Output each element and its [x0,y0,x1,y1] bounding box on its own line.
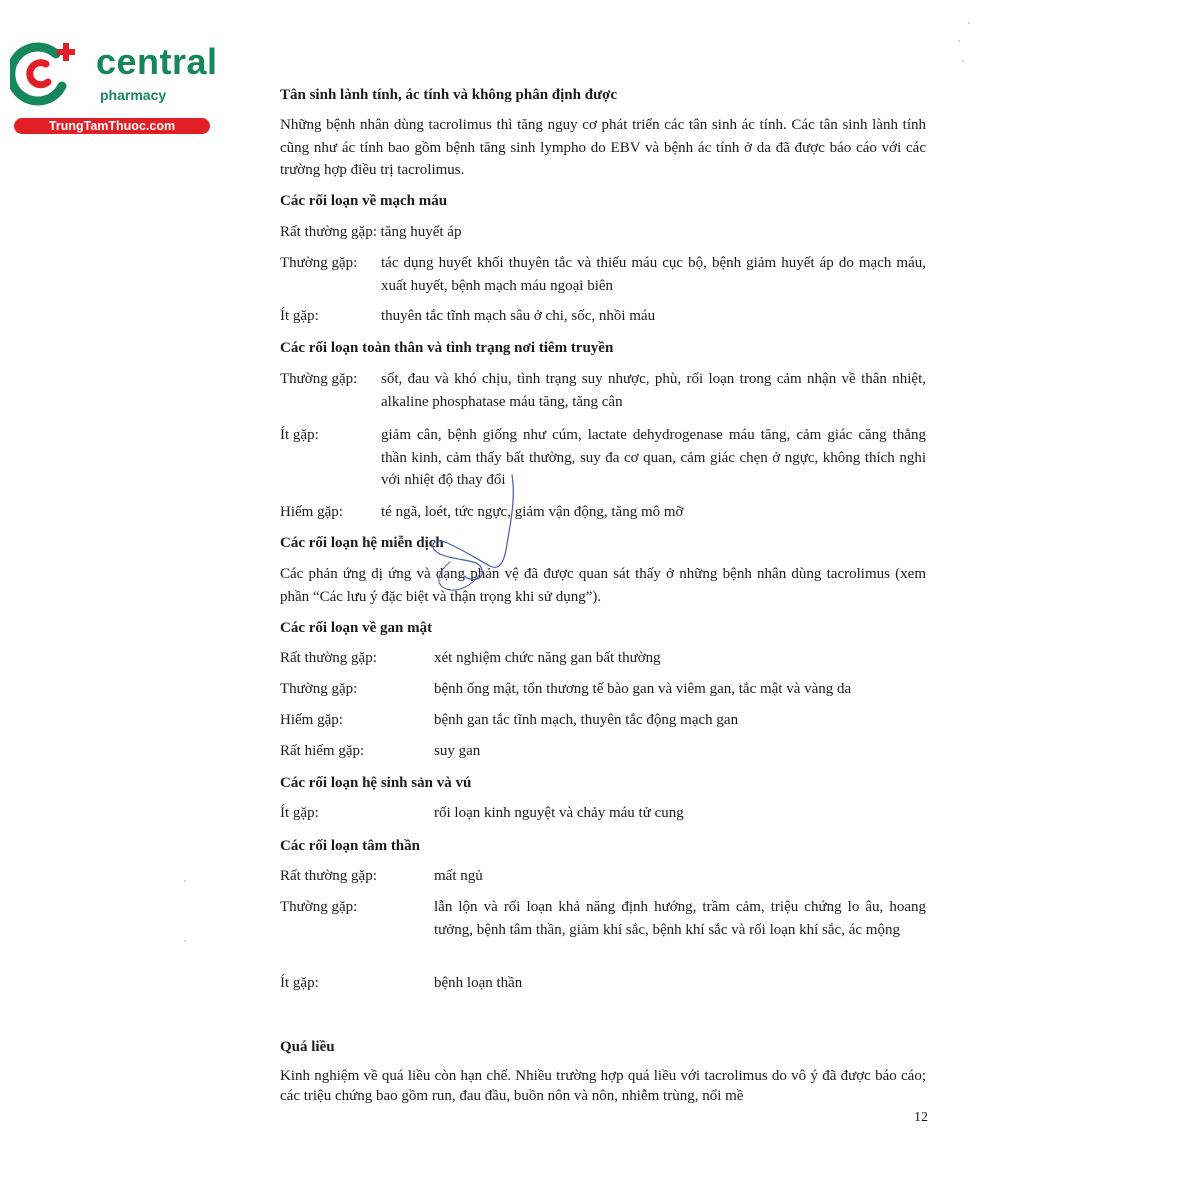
frequency-value: tác dụng huyết khối thuyên tắc và thiếu máu cục bộ, bệnh giảm huyết áp do mạch máu, xuất huyết, bệnh mạch máu ngoại biên [381,255,926,294]
logo-tagline: pharmacy [100,87,167,103]
frequency-label: Thường gặp: [280,899,358,915]
section-heading-overdose: Quá liều [280,1039,335,1055]
handwritten-signature [420,470,530,630]
neoplasms-paragraph: Những bệnh nhân dùng tacrolimus thì tăng nguy cơ phát triển các tân sinh ác tính. Các tân sinh lành tính cũng như ác tính bao gồm bệnh tăng sinh lympho do EBV và bệnh ác tính ở da đã được báo cáo với các trường hợp điều trị tacrolimus. [280,117,926,178]
overdose-paragraph: Kinh nghiệm về quá liều còn hạn chế. Nhiều trường hợp quá liều với tacrolimus do vô ý đã được báo cáo; các triệu chứng bao gồm run, đau đầu, buồn nôn và nôn, nhiễm trùng, nổi mề [280,1068,926,1104]
frequency-label: Ít gặp: [280,427,319,443]
frequency-label: Ít gặp: [280,975,319,991]
frequency-label: Rất hiếm gặp: [280,743,365,759]
scan-mark [184,940,186,942]
frequency-value: giảm cân, bệnh giống như cúm, lactate dehydrogenase máu tăng, cảm giác căng thẳng thần kinh, cảm thấy bất thường, suy đa cơ quan, cảm giác chẹn ở ngực, không thích nghi với nhiệt độ thay đổi [381,427,926,488]
frequency-value: lẫn lộn và rối loạn khả năng định hướng, trầm cảm, triệu chứng lo âu, hoang tưởng, bệnh tâm thần, giảm khí sắc, bệnh khí sắc và rối loạn khí sắc, ác mộng [434,899,926,938]
frequency-label: Ít gặp: [280,805,319,821]
brand-logo [10,38,220,138]
frequency-value: té ngã, loét, tức ngực, giảm vận động, tăng mô mỡ [381,504,684,520]
section-heading-neoplasms: Tân sinh lành tính, ác tính và không phân định được [280,87,618,103]
frequency-label: Thường gặp: [280,681,358,697]
general-rare-row [280,501,926,524]
section-heading-psychiatric: Các rối loạn tâm thần [280,838,420,854]
vascular-common-row [280,252,926,297]
hepatobiliary-very-common-row [280,647,926,670]
frequency-value: bệnh ống mật, tổn thương tế bào gan và viêm gan, tắc mật và vàng da [434,681,852,697]
logo-name: central [96,41,218,82]
psychiatric-common-row [280,896,926,941]
frequency-value: sốt, đau và khó chịu, tình trạng suy nhược, phù, rối loạn trong cảm nhận về thân nhiệt, alkaline phosphatase máu tăng, tăng cân [381,371,926,410]
hepatobiliary-very-rare-row [280,740,926,763]
general-common-row [280,368,926,413]
scan-mark [184,880,186,882]
frequency-label: Hiếm gặp: [280,712,343,728]
section-heading-hepatobiliary: Các rối loạn về gan mật [280,620,433,636]
frequency-label: Rất thường gặp: [280,650,377,666]
frequency-value: suy gan [434,743,481,759]
frequency-label: Thường gặp: [280,371,358,387]
section-heading-immune: Các rối loạn hệ miễn dịch [280,535,444,551]
frequency-label: Hiếm gặp: [280,504,343,520]
frequency-value: bệnh gan tắc tĩnh mạch, thuyên tắc động mạch gan [434,712,739,728]
frequency-label: Ít gặp: [280,308,319,324]
frequency-value: bệnh loạn thần [434,975,523,991]
section-heading-reproductive: Các rối loạn hệ sinh sản và vú [280,775,472,791]
scan-mark [958,40,960,42]
frequency-value: rối loạn kinh nguyệt và chảy máu tử cung [434,805,684,821]
page-number: 12 [914,1110,928,1125]
frequency-value: mất ngủ [434,868,483,884]
central-pharmacy-logo-icon [10,38,86,108]
hepatobiliary-rare-row [280,709,926,732]
scan-mark [968,22,970,24]
psychiatric-very-common-row [280,865,926,888]
vascular-uncommon-row [280,305,926,328]
frequency-value: thuyên tắc tĩnh mạch sâu ở chi, sốc, nhồi máu [381,308,656,324]
general-uncommon-row [280,424,926,492]
reproductive-uncommon-row [280,802,926,825]
frequency-label: Rất thường gặp: [280,868,377,884]
section-heading-vascular: Các rối loạn về mạch máu [280,193,448,209]
section-heading-general: Các rối loạn toàn thân và tình trạng nơi tiêm truyền [280,340,614,356]
psychiatric-uncommon-row [280,972,926,995]
immune-paragraph: Các phản ứng dị ứng và dạng phản vệ đã được quan sát thấy ở những bệnh nhân dùng tacrolimus (xem phần “Các lưu ý đặc biệt và thận trọng khi sử dụng”). [280,566,926,605]
scan-mark [962,60,964,62]
frequency-label: Thường gặp: [280,255,358,271]
frequency-value: xét nghiệm chức năng gan bất thường [434,650,661,666]
hepatobiliary-common-row [280,678,926,701]
vascular-very-common: Rất thường gặp: tăng huyết áp [280,224,462,240]
logo-website: TrungTamThuoc.com [14,118,210,134]
